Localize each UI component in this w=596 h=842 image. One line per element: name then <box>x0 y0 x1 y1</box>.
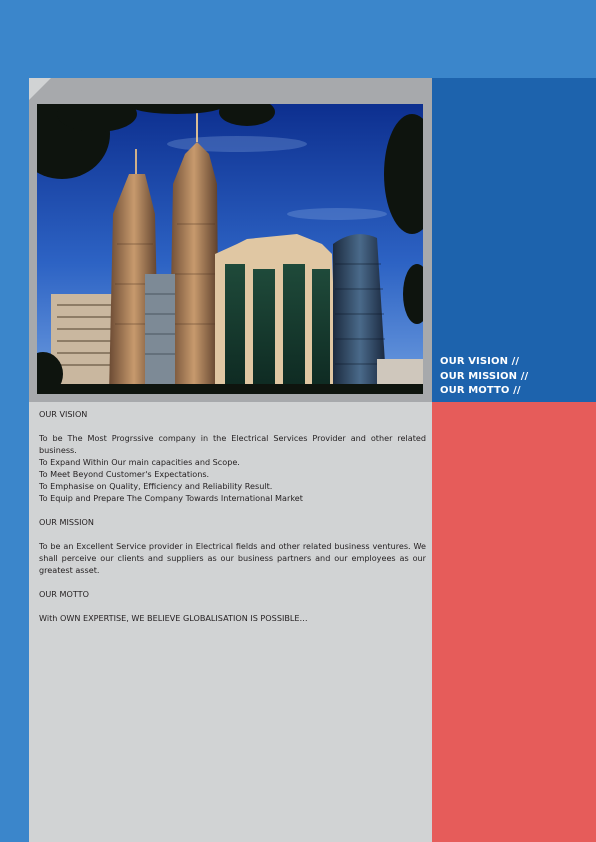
right-red-panel <box>432 402 596 842</box>
content-text <box>39 408 426 636</box>
mission-heading: OUR MISSION <box>39 517 94 527</box>
vision-line: To Meet Beyond Customer's Expectations. <box>39 469 210 479</box>
menu-item-motto[interactable]: OUR MOTTO // <box>440 385 521 396</box>
vision-line: To Expand Within Our main capacities and Scope. <box>39 457 240 467</box>
mission-text: To be an Excellent Service provider in Electrical fields and other related business ventures. We shall perceive our clients and suppliers as our business partners and our employees as our greatest asset. <box>39 541 426 575</box>
motto-text: With OWN EXPERTISE, WE BELIEVE GLOBALISATION IS POSSIBLE… <box>39 613 308 623</box>
section-menu <box>440 355 528 399</box>
vision-line: To Emphasise on Quality, Efficiency and Reliability Result. <box>39 481 273 491</box>
menu-item-mission[interactable]: OUR MISSION // <box>440 370 529 382</box>
vision-list <box>39 432 426 504</box>
vision-line: To be The Most Progrssive company in the Electrical Services Provider and other related business. <box>39 433 426 455</box>
right-blue-panel <box>432 78 596 402</box>
motto-heading: OUR MOTTO <box>39 589 89 599</box>
vision-line: To Equip and Prepare The Company Towards International Market <box>39 493 303 503</box>
menu-item-vision[interactable]: OUR VISION // <box>440 356 520 367</box>
city-skyline-photo <box>37 104 423 394</box>
vision-heading: OUR VISION <box>39 409 88 419</box>
